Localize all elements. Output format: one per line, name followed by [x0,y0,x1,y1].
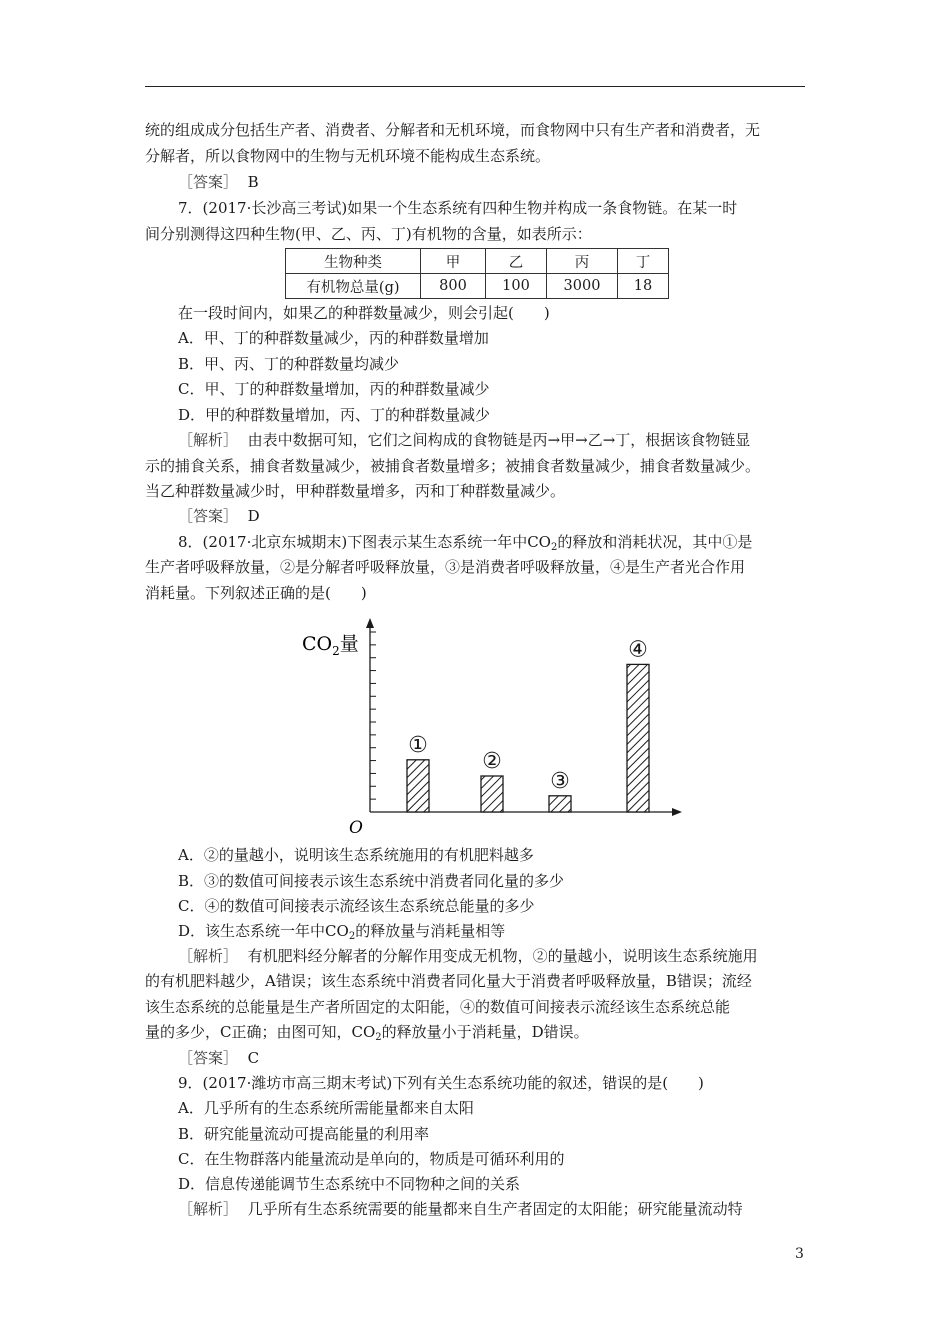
organic-matter-table [285,248,669,299]
bar-4 [627,664,649,812]
q8-analysis-line-1 [178,944,843,968]
q8-option-b: B．③的数值可间接表示该生态系统中消费者同化量的多少 [178,872,565,890]
analysis-text: 有机肥料经分解者的分解作用变成无机物，②的量越小，说明该生态系统施用 [247,947,758,965]
analysis-tag: ［解析］ [178,947,239,965]
q9-stem: 9．(2017·潍坊市高三期末考试)下列有关生态系统功能的叙述，错误的是( ) [178,1074,704,1092]
bar-label-3: ③ [550,768,570,794]
q7-question: 在一段时间内，如果乙的种群数量减少，则会引起( ) [178,304,550,322]
bar-label-1: ① [408,732,428,758]
table-cell: 丁 [618,249,669,274]
table-cell: 100 [486,274,547,299]
analysis-tag: ［解析］ [178,1200,239,1218]
chart-ylabel: $CO_2$量 [302,633,359,658]
bar-label-2: ② [482,749,502,774]
answer-value: B [247,173,259,191]
bar-2 [481,776,503,812]
chart-bars [407,664,649,812]
q7-stem-line-2: 间分别测得这四种生物(甲、乙、丙、丁)有机物的含量，如表所示： [145,225,592,243]
q7-option-a: A．甲、丁的种群数量减少，丙的种群数量增加 [178,329,489,347]
q9-option-d: D．信息传递能调节生态系统中不同物种之间的关系 [178,1175,521,1193]
table-row [286,274,669,299]
q8-stem-line-3: 消耗量。下列叙述正确的是( ) [145,584,367,602]
intro-line-1: 统的组成成分包括生产者、消费者、分解者和无机环境，而食物网中只有生产者和消费者，无 [145,121,761,139]
q8-answer [178,1046,843,1070]
q7-answer [178,504,843,528]
analysis-tag: ［解析］ [178,431,239,449]
table-cell: 乙 [486,249,547,274]
table-header-cell: 有机物总量(g) [286,274,421,299]
q7-analysis-line-2: 示的捕食关系，捕食者数量减少，被捕食者数量增多；被捕食者数量减少，捕食者数量减少。 [145,457,761,475]
header-rule [145,86,805,87]
x-axis-arrow [672,808,682,816]
y-axis-ticks [370,632,376,799]
q6-answer [178,170,843,194]
intro-line-2: 分解者，所以食物网中的生物与无机环境不能构成生态系统。 [145,147,551,165]
bar-3 [549,796,571,812]
table-row [286,249,669,274]
answer-tag: ［答案］ [178,173,239,191]
q9-option-a: A．几乎所有的生态系统所需能量都来自太阳 [178,1099,474,1117]
q9-option-c: C．在生物群落内能量流动是单向的，物质是可循环利用的 [178,1150,565,1168]
q7-analysis-line-1 [178,428,843,452]
bar-1 [407,760,429,812]
co2-bar-chart [292,612,692,837]
q9-option-b: B．研究能量流动可提高能量的利用率 [178,1125,430,1143]
analysis-text: 由表中数据可知，它们之间构成的食物链是丙→甲→乙→丁，根据该食物链显 [247,431,751,449]
q7-stem-line-1: 7．(2017·长沙高三考试)如果一个生态系统有四种生物并构成一条食物链。在某一时 [178,199,738,217]
table-cell: 丙 [547,249,618,274]
origin-label: O [349,818,363,837]
bar-label-4: ④ [628,637,648,663]
table-cell: 18 [618,274,669,299]
q8-option-a: A．②的量越小，说明该生态系统施用的有机肥料越多 [178,846,534,864]
q8-option-d: D．该生态系统一年中$CO_2$的释放量与消耗量相等 [178,922,506,942]
page-number: 3 [795,1246,804,1262]
q9-analysis-line-1 [178,1197,843,1221]
q7-analysis-line-3: 当乙种群数量减少时，甲种群数量增多，丙和丁种群数量减少。 [145,482,566,500]
answer-value: C [247,1049,260,1067]
q8-analysis-line-2: 的有机肥料越少，A错误；该生态系统中消费者同化量大于消费者呼吸释放量，B错误；流经 [145,972,752,990]
answer-value: D [247,507,260,525]
q8-analysis-line-4: 量的多少，C正确；由图可知，$CO_2$的释放量小于消耗量，D错误。 [145,1023,589,1043]
q7-option-d: D．甲的种群数量增加，丙、丁的种群数量减少 [178,406,491,424]
table-header-cell: 生物种类 [286,249,421,274]
analysis-text: 几乎所有生态系统需要的能量都来自生产者固定的太阳能；研究能量流动特 [247,1200,743,1218]
table-cell: 甲 [421,249,486,274]
table-cell: 800 [421,274,486,299]
q7-option-b: B．甲、丙、丁的种群数量均减少 [178,355,400,373]
y-axis-arrow [366,618,374,628]
answer-tag: ［答案］ [178,507,239,525]
answer-tag: ［答案］ [178,1049,239,1067]
q8-option-c: C．④的数值可间接表示流经该生态系统总能量的多少 [178,897,535,915]
table-cell: 3000 [547,274,618,299]
q8-stem-line-1: 8．(2017·北京东城期末)下图表示某生态系统一年中$CO_2$的释放和消耗状况，其中①是 [178,533,753,553]
chart-bar-labels [408,637,648,793]
q7-option-c: C．甲、丁的种群数量增加，丙的种群数量减少 [178,380,490,398]
q8-stem-line-2: 生产者呼吸释放量，②是分解者呼吸释放量，③是消费者呼吸释放量，④是生产者光合作用 [145,558,746,576]
q8-analysis-line-3: 该生态系统的总能量是生产者所固定的太阳能，④的数值可间接表示流经该生态系统总能 [145,998,731,1016]
